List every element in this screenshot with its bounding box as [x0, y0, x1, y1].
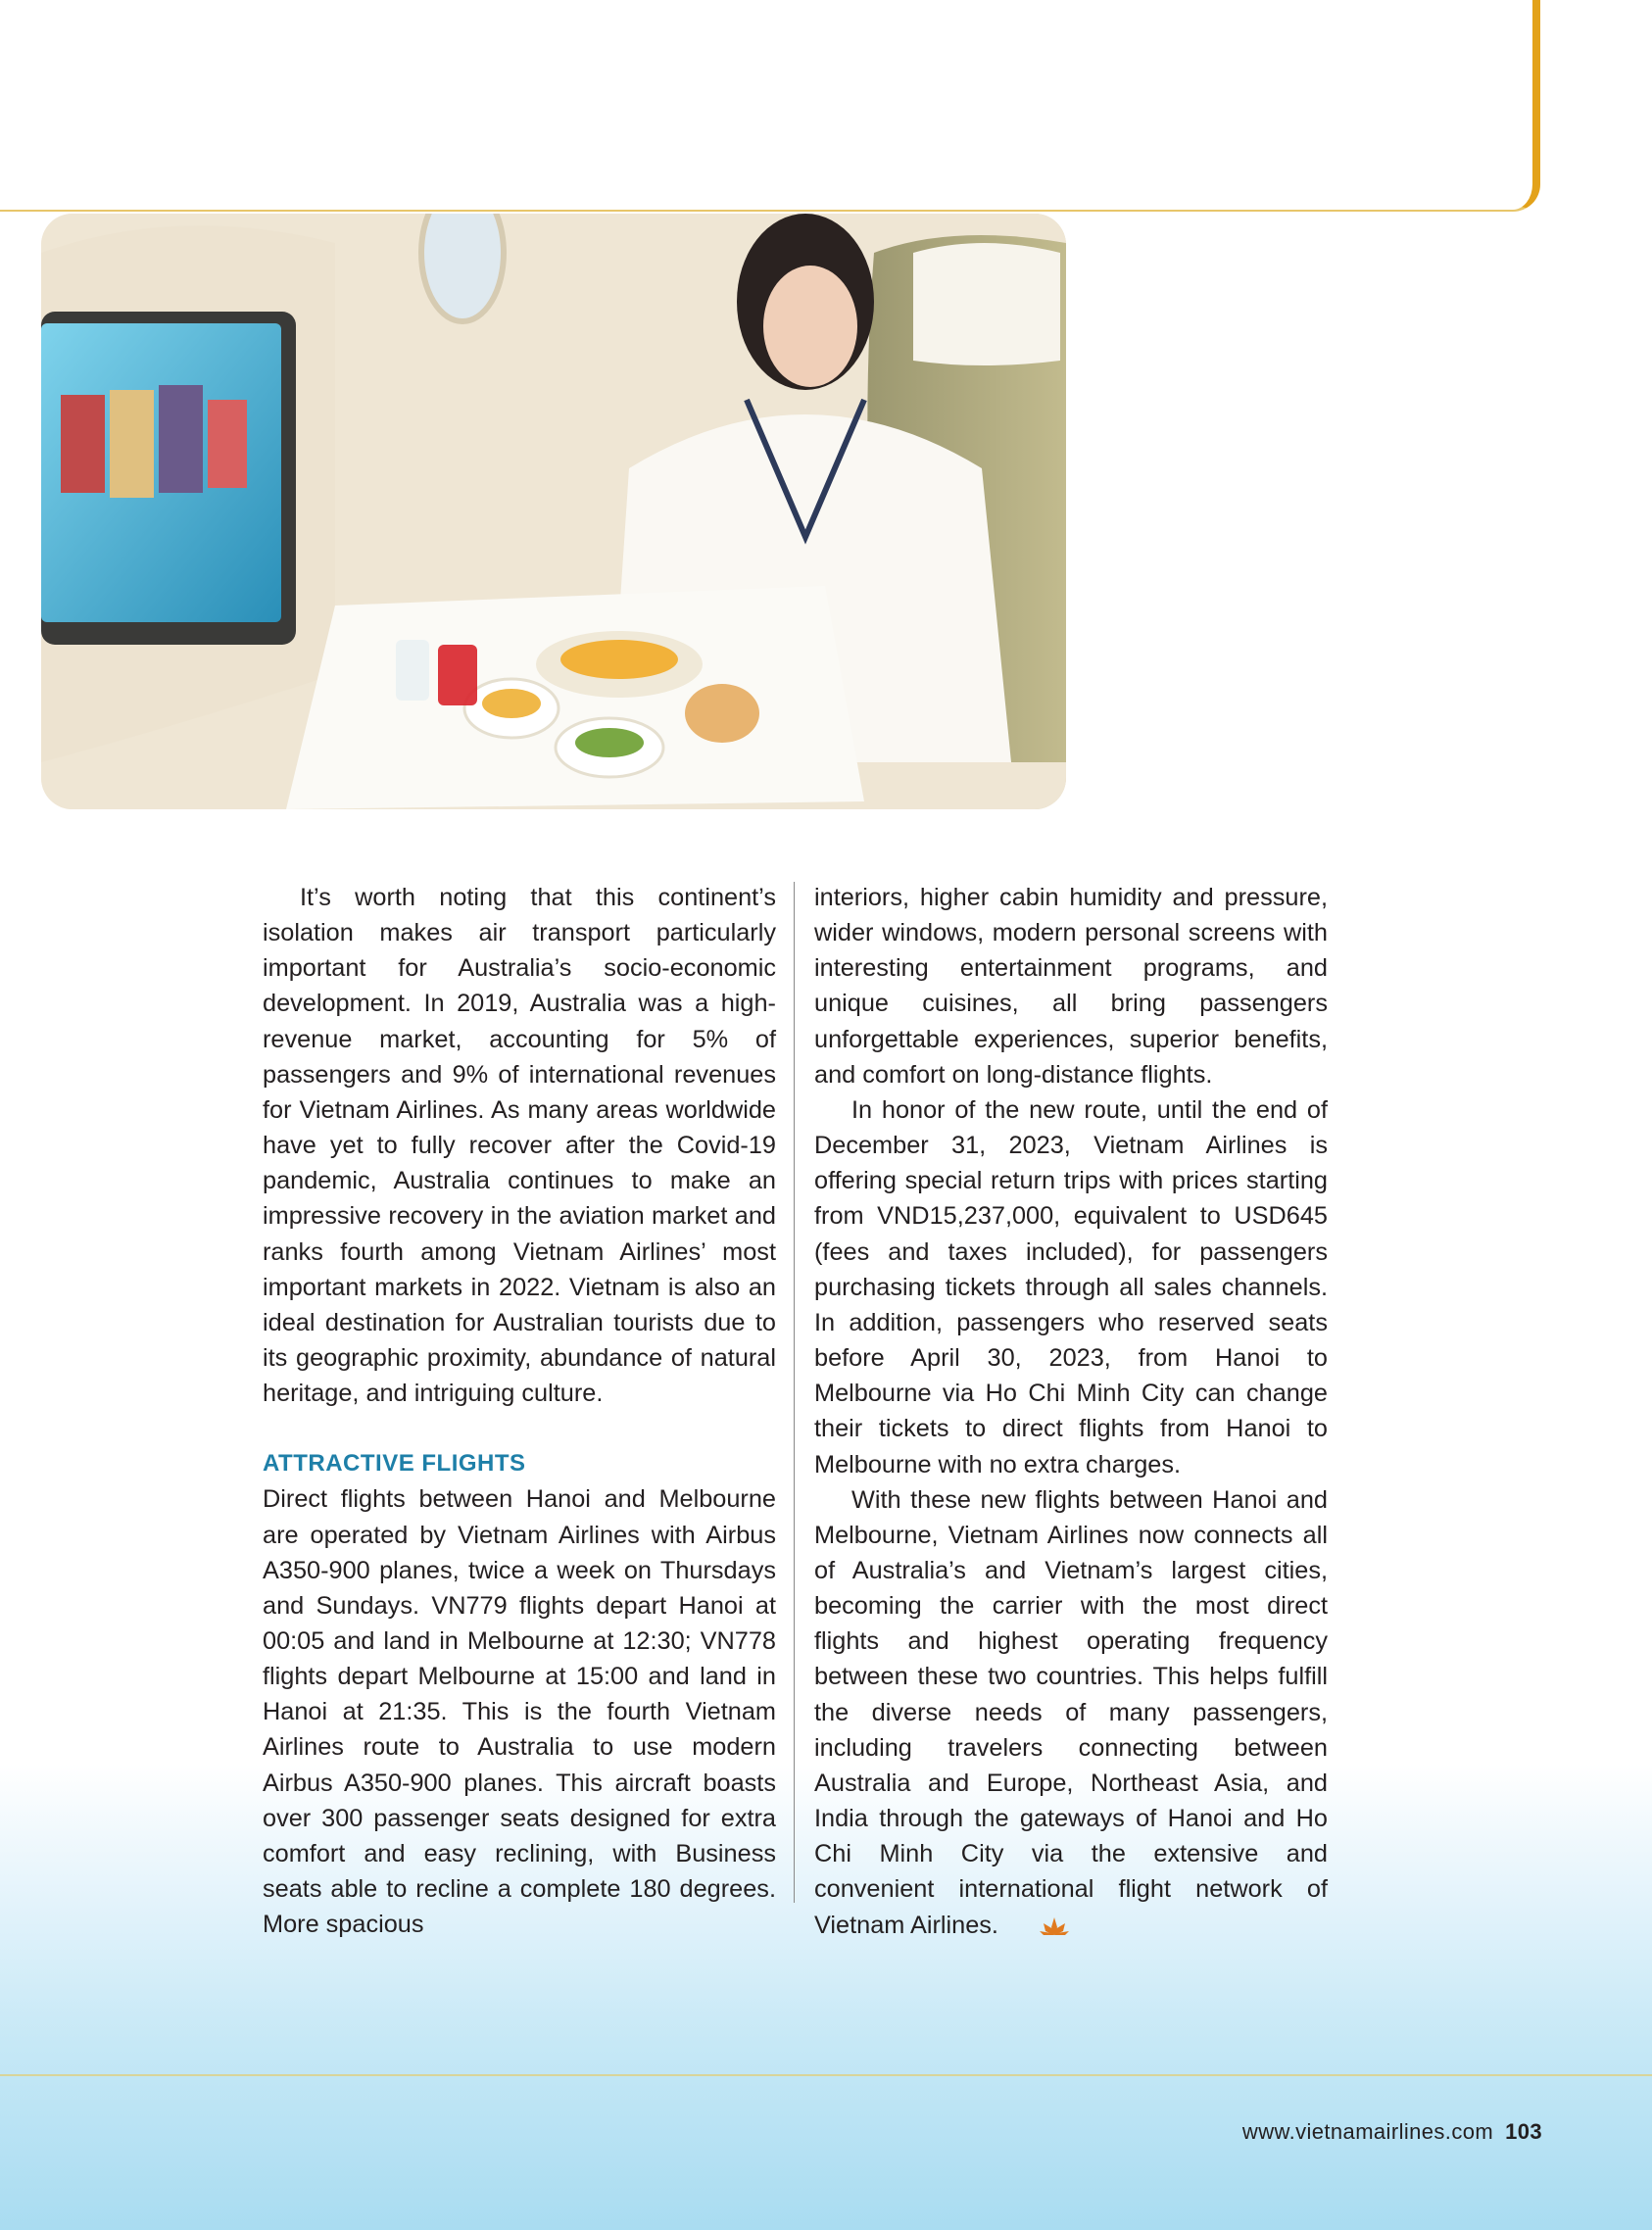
header-frame	[0, 0, 1540, 212]
article-left-column	[263, 880, 776, 1942]
article-paragraph: In honor of the new route, until the end of December 31, 2023, Vietnam Airlines is offering special return trips with prices starting from VND15,237,000, equivalent to USD645 (fees and taxes included), for passengers purchasing tickets through all sales channels. In addition, passengers who reserved seats before April 30, 2023, from Hanoi to Melbourne via Ho Chi Minh City can change their tickets to direct flights from Hanoi to Melbourne with no extra charges.	[814, 1095, 1328, 1479]
lotus-icon	[1002, 1912, 1069, 1947]
article-paragraph: Direct flights between Hanoi and Melbourne are operated by Vietnam Airlines with Airbus A350-900 planes, twice a week on Thursdays and Sundays. VN779 flights depart Hanoi at 00:05 and land in Melbourne at 12:30; VN778 flights depart Melbourne at 15:00 and land in Hanoi at 21:35. This is the fourth Vietnam Airlines route to Australia to use modern Airbus A350-900 planes. This aircraft boasts over 300 passenger seats designed for extra comfort and easy reclining, with Business seats able to recline a complete 180 degrees. More spacious	[263, 1485, 776, 1939]
article-paragraph-text: With these new flights between Hanoi and Melbourne, Vietnam Airlines now connects all of Australia’s and Vietnam’s largest cities, becoming the carrier with the most direct flights and highest operating frequency between these two countries. This helps fulfill the diverse needs of many passengers, including travelers connecting between Australia and Europe, Northeast Asia, and India through the gateways of Hanoi and Ho Chi Minh City via the extensive and convenient international flight network of Vietnam Airlines.	[814, 1485, 1328, 1939]
column-divider	[794, 882, 795, 1903]
article-paragraph: It’s worth noting that this continent’s isolation makes air transport particularly important for Australia’s socio-economic development. In 2019, Australia was a high-revenue market, accounting for 5% of passengers and 9% of international revenues for Vietnam Airlines. As many areas worldwide have yet to fully recover after the Covid-19 pandemic, Australia continues to make an impressive recovery in the aviation market and ranks fourth among Vietnam Airlines’ most important markets in 2022. Vietnam is also an ideal destination for Australian tourists due to its geographic proximity, abundance of natural heritage, and intriguing culture.	[263, 884, 776, 1408]
footer-url: www.vietnamairlines.com	[1241, 2119, 1494, 2144]
page-number: 103	[1505, 2119, 1542, 2144]
page-footer	[1242, 2119, 1542, 2145]
article-paragraph	[814, 1482, 1328, 1947]
hero-photo	[41, 214, 1066, 809]
article-paragraph: interiors, higher cabin humidity and pressure, wider windows, modern personal screens with interesting entertainment programs, and unique cuisines, all bring passengers unforgettable experiences, superior benefits, and comfort on long-distance flights.	[814, 884, 1328, 1089]
article-right-column	[814, 880, 1328, 1947]
section-heading: ATTRACTIVE FLIGHTS	[263, 1450, 526, 1478]
footer-rule	[0, 2074, 1652, 2076]
